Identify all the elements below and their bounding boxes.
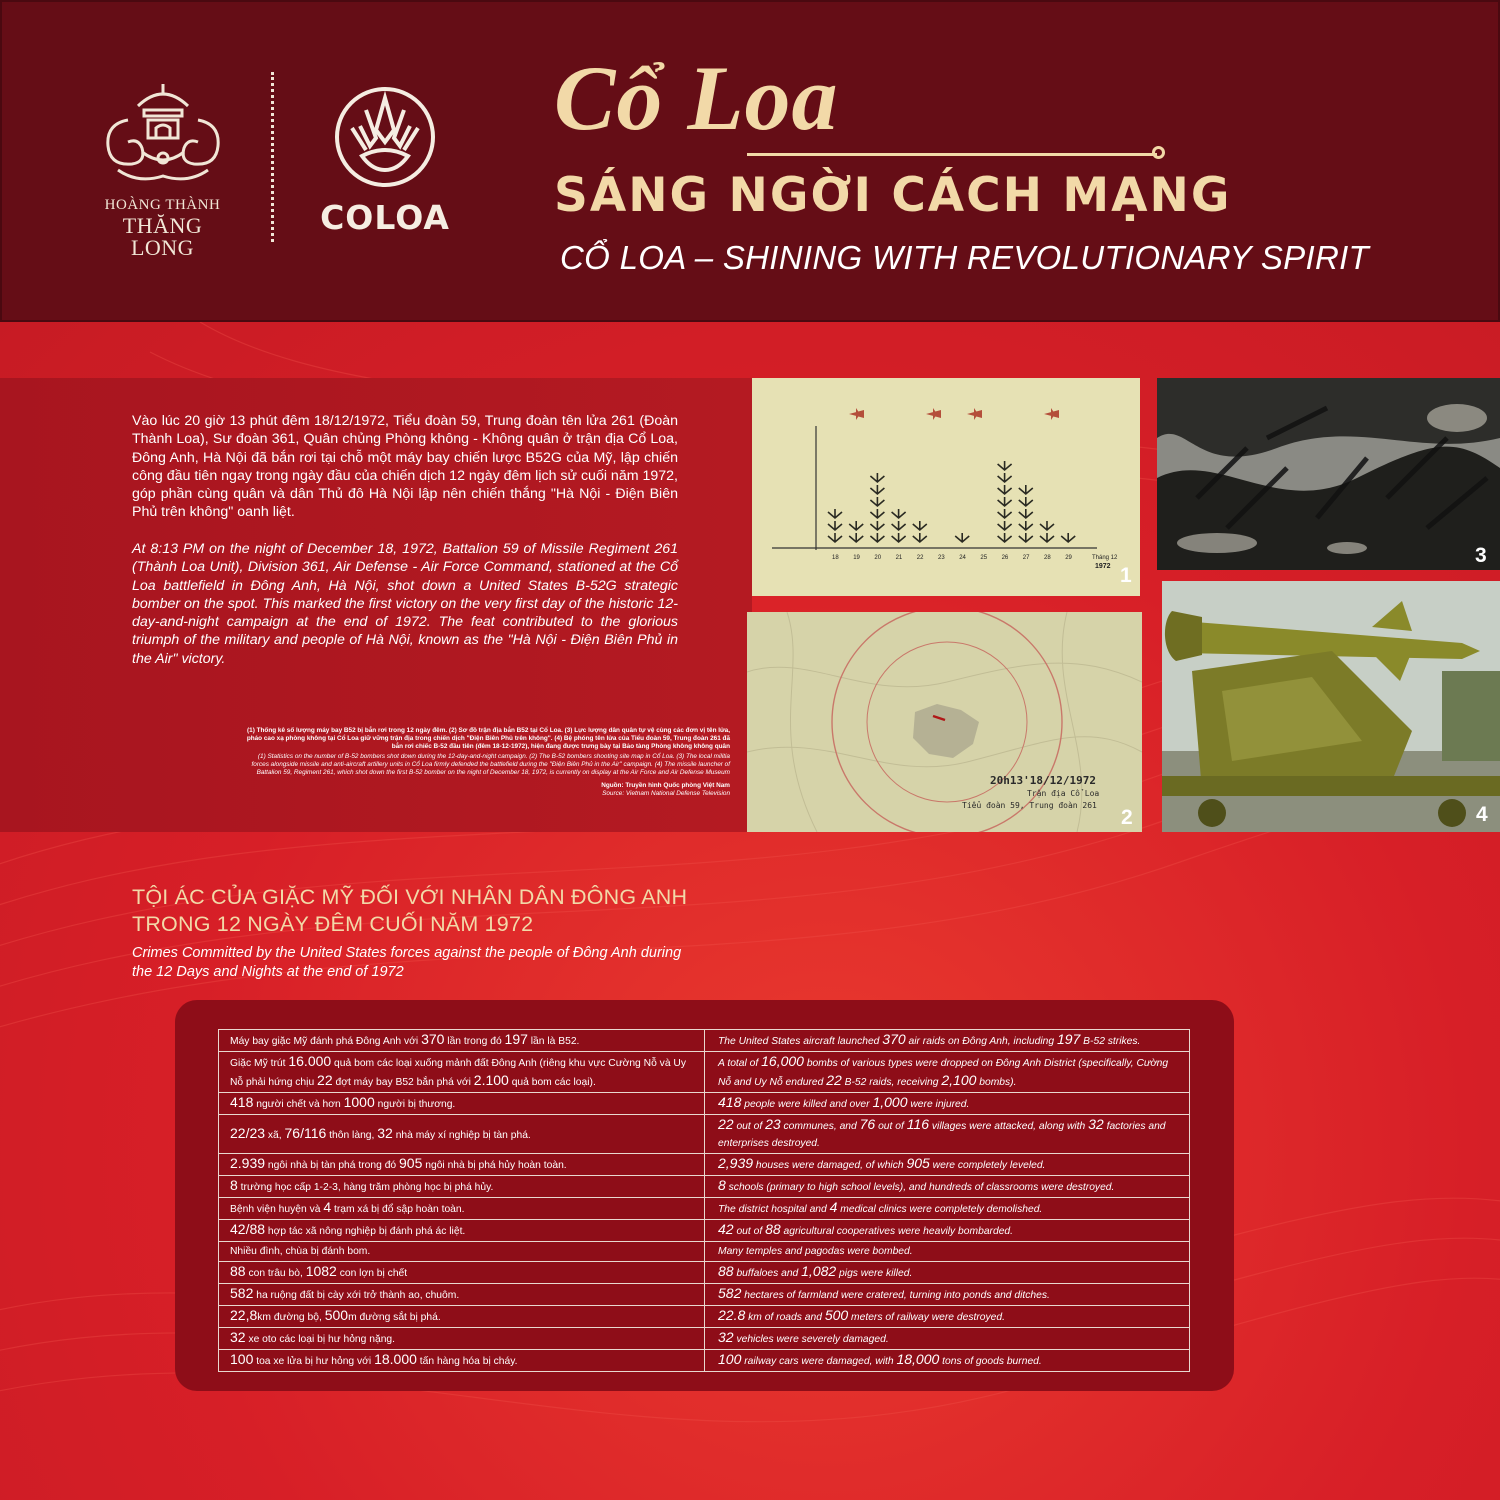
stat-number: 500: [824, 1307, 849, 1323]
table-cell-en: [705, 1154, 1190, 1176]
stat-number: 22/23: [230, 1124, 266, 1141]
stat-number: 582: [230, 1285, 254, 1301]
stat-text: người chết và hơn: [253, 1099, 344, 1110]
stat-number: 1,082: [801, 1263, 837, 1279]
table-row: [219, 1306, 1190, 1328]
stat-text: người bị thương.: [374, 1099, 456, 1110]
table-cell-en: [705, 1052, 1190, 1093]
b52-down-mark: [998, 521, 1012, 530]
table-cell-en: [705, 1115, 1190, 1154]
stat-text: The United States aircraft launched: [718, 1036, 883, 1047]
stat-number: 88: [718, 1263, 734, 1279]
table-row: [219, 1154, 1190, 1176]
b52-down-mark: [1019, 509, 1033, 518]
crimes-section-subtitle: Crimes Committed by the United States forces against the people of Đông Anh during the 12 Days and Nights at the end of 1972: [132, 945, 682, 980]
stat-text: B-52 strikes.: [1080, 1036, 1141, 1047]
photo-notes: [240, 727, 730, 799]
stat-text: quả bom các loại).: [508, 1077, 596, 1088]
stat-text: bombs).: [976, 1077, 1017, 1088]
b52-down-mark: [828, 521, 842, 530]
table-row: [219, 1262, 1190, 1284]
stat-text: trạm xá bị đổ sập hoàn toàn.: [331, 1204, 465, 1215]
table-cell-en: [705, 1284, 1190, 1306]
stat-number: 32: [377, 1124, 393, 1141]
tally-day-label: 29: [1065, 555, 1072, 561]
stat-text: B-52 raids, receiving: [841, 1077, 942, 1088]
stat-text: tấn hàng hóa bị cháy.: [416, 1356, 518, 1367]
stat-number: 197: [1056, 1031, 1081, 1047]
photo-militia-forces: [1157, 378, 1500, 570]
stat-number: 116: [906, 1116, 930, 1132]
stat-text: out of: [875, 1121, 907, 1132]
stat-text: trường học cấp 1-2-3, hàng trăm phòng học bị phá hủy.: [237, 1182, 494, 1193]
stat-number: 1082: [305, 1263, 337, 1279]
stat-number: 370: [882, 1031, 906, 1047]
table-cell-en: [705, 1262, 1190, 1284]
stat-number: 100: [718, 1351, 742, 1367]
photo-notes-en: (1) Statistics on the number of B-52 bombers shot down during the 12-day-and-night campaign. (2) The B-52 bombers shooting site map in Cổ Loa. (3) The local militia forces alongside missile and anti-aircraft artillery units in Cổ Loa firmly defended the battlefield during the "Điện Biên Phủ in the Air" campaign. (4) The missile launcher of Battalion 59, Regiment 261, which shot down the first B-52 bomber on the night of December 18, 1972, is currently on display at the Air Force and Air Defense Museum: [251, 752, 730, 777]
co-loa-area: [913, 704, 979, 758]
stat-number: 582: [718, 1285, 742, 1301]
photo-missile-launcher: [1162, 581, 1500, 832]
photo-number-3: 3: [1475, 544, 1487, 567]
tally-day-label: 22: [916, 555, 924, 561]
stat-number: 16,000: [761, 1053, 804, 1069]
table-cell-en: [705, 1350, 1190, 1372]
table-cell-vi: [219, 1284, 705, 1306]
table-row: [219, 1115, 1190, 1154]
table-row: [219, 1220, 1190, 1242]
table-row: [219, 1052, 1190, 1093]
stat-text: ngôi nhà bị tàn phá trong đó: [265, 1160, 400, 1171]
b52-down-mark: [955, 533, 969, 542]
stat-number: 100: [230, 1351, 254, 1367]
stat-number: 2.939: [230, 1155, 266, 1171]
tally-day-label: 24: [959, 555, 966, 561]
stat-text: schools (primary to high school levels), and hundreds of classrooms were destroyed.: [725, 1182, 1115, 1193]
stat-number: 2,939: [718, 1155, 754, 1171]
table-cell-vi: [219, 1350, 705, 1372]
stat-number: 88: [765, 1221, 781, 1237]
stat-text: lần là B52.: [527, 1036, 580, 1047]
b52-tally-graphic: [752, 378, 1140, 596]
b52-down-mark: [998, 461, 1012, 470]
stat-number: 500: [324, 1307, 349, 1323]
stat-number: 4: [323, 1199, 332, 1215]
stat-number: 18.000: [374, 1351, 417, 1367]
b52-down-mark: [849, 521, 863, 530]
map-caption-site: Trận địa Cổ Loa: [1027, 789, 1100, 798]
logo1-line1: HOÀNG THÀNH: [104, 197, 221, 213]
table-cell-vi: [219, 1154, 705, 1176]
stat-text: people were killed and over: [741, 1099, 873, 1110]
table-cell-vi: [219, 1306, 705, 1328]
stat-number: 42/88: [230, 1221, 266, 1237]
tally-day-label: 21: [895, 555, 903, 561]
b52-down-mark: [870, 509, 884, 518]
stat-text: con lợn bị chết: [336, 1268, 408, 1279]
table-cell-vi: [219, 1262, 705, 1284]
stat-text: houses were damaged, of which: [753, 1160, 907, 1171]
coloa-wordmark: COLOA: [320, 198, 450, 237]
table-row: [219, 1030, 1190, 1052]
tally-day-label: 25: [980, 555, 988, 561]
b52-down-mark: [828, 533, 842, 542]
dragon-gate-emblem-icon: [98, 80, 228, 190]
b52-down-mark: [998, 509, 1012, 518]
b52-down-mark: [892, 521, 906, 530]
b52-down-mark: [849, 533, 863, 542]
source-en: Source: Vietnam National Defense Television: [602, 790, 730, 798]
table-cell-vi: [219, 1198, 705, 1220]
stat-text: communes, and: [780, 1121, 860, 1132]
table-cell-vi: [219, 1030, 705, 1052]
source-vi: Nguồn: Truyền hình Quốc phòng Việt Nam: [601, 782, 730, 790]
stat-number: 370: [421, 1031, 445, 1047]
tally-day-label: 26: [1001, 555, 1009, 561]
stat-number: 22: [718, 1116, 734, 1132]
stat-text: were completely leveled.: [929, 1160, 1046, 1171]
table-cell-en: [705, 1242, 1190, 1262]
stat-number: 22: [826, 1072, 842, 1088]
stat-text: Giặc Mỹ trút: [230, 1058, 289, 1069]
stat-text: toa xe lửa bị hư hỏng với: [253, 1356, 375, 1367]
b52-down-mark: [998, 533, 1012, 542]
table-cell-en: [705, 1328, 1190, 1350]
stat-text: hợp tác xã nông nghiệp bị đánh phá ác liệt.: [265, 1226, 466, 1237]
coloa-emblem-icon: [332, 84, 438, 190]
stat-text: m đường sắt bị phá.: [348, 1312, 441, 1323]
stat-number: 905: [906, 1155, 930, 1171]
battlefield-map-graphic: [747, 612, 1142, 832]
tally-caption-year: 1972: [1095, 563, 1111, 570]
stat-number: 22,8: [230, 1307, 258, 1323]
stat-text: Many temples and pagodas were bombed.: [718, 1246, 913, 1257]
missile-launcher-graphic: [1162, 581, 1500, 832]
stat-text: tons of goods burned.: [939, 1356, 1042, 1367]
table-cell-vi: [219, 1328, 705, 1350]
stat-number: 32: [718, 1329, 734, 1345]
stat-number: 76/116: [284, 1124, 327, 1141]
photo-battlefield-map: [747, 612, 1142, 832]
stat-number: 22.8: [718, 1307, 746, 1323]
b52-down-mark: [892, 533, 906, 542]
stat-number: 418: [230, 1094, 254, 1110]
table-cell-en: [705, 1198, 1190, 1220]
stat-number: 76: [859, 1116, 876, 1132]
b52-down-mark: [1019, 485, 1033, 494]
stat-text: Máy bay giặc Mỹ đánh phá Đông Anh với: [230, 1036, 422, 1047]
stat-text: km of roads and: [745, 1312, 825, 1323]
table-cell-vi: [219, 1220, 705, 1242]
table-cell-en: [705, 1093, 1190, 1115]
stat-text: A total of: [718, 1058, 762, 1069]
b52-down-mark: [870, 473, 884, 482]
table-row: [219, 1176, 1190, 1198]
crimes-table-body: [219, 1030, 1190, 1372]
photo-number-1: 1: [1120, 564, 1132, 587]
table-cell-vi: [219, 1242, 705, 1262]
logo1-line2: THĂNG LONG: [122, 213, 203, 260]
table-row: [219, 1328, 1190, 1350]
stat-number: 197: [504, 1031, 528, 1047]
stat-number: 905: [399, 1155, 423, 1171]
photo-b52-tally-chart: [752, 378, 1140, 596]
table-row: [219, 1350, 1190, 1372]
b52-down-mark: [913, 533, 927, 542]
stat-text: factories and enterprises destroyed.: [718, 1121, 1166, 1149]
plane-markers: [849, 408, 1059, 420]
crimes-table: [218, 1029, 1190, 1372]
tally-day-label: 20: [874, 555, 882, 561]
photo-number-4: 4: [1476, 803, 1488, 826]
stat-text: quả bom các loại xuống mảnh đất Đông Anh (riêng khu vực Cường Nỗ và Uy Nỗ phải hứng chịu: [230, 1058, 686, 1088]
table-cell-en: [705, 1176, 1190, 1198]
map-caption-unit: Tiểu đoàn 59, Trung đoàn 261: [962, 801, 1097, 810]
b52-down-mark: [998, 497, 1012, 506]
stat-number: 22: [317, 1072, 333, 1088]
stat-text: air raids on Đông Anh, including: [905, 1036, 1057, 1047]
b52-down-mark: [1019, 533, 1033, 542]
stat-number: 2,100: [941, 1072, 977, 1088]
title-underline-dot: [1152, 146, 1165, 159]
stat-number: 8: [718, 1177, 726, 1193]
stat-text: medical clinics were completely demolished.: [837, 1204, 1043, 1215]
b52-down-mark: [998, 473, 1012, 482]
page-title: SÁNG NGỜI CÁCH MẠNG: [554, 168, 1232, 223]
stat-text: Bệnh viện huyện và: [230, 1204, 324, 1215]
table-row: [219, 1198, 1190, 1220]
stat-number: 32: [230, 1329, 246, 1345]
stat-text: ha ruộng đất bị cày xới trở thành ao, chuôm.: [253, 1290, 460, 1301]
stat-text: agricultural cooperatives were heavily bombarded.: [780, 1226, 1014, 1237]
stat-number: 418: [718, 1094, 742, 1110]
stat-text: bombs of various types were dropped on Đông Anh District (specifically, Cường Nỗ and Uy Nỗ endured: [718, 1058, 1169, 1088]
intro-paragraph-vi: Vào lúc 20 giờ 13 phút đêm 18/12/1972, Tiểu đoàn 59, Trung đoàn tên lửa 261 (Đoàn Thành Loa), Sư đoàn 361, Quân chủng Phòng không - Không quân ở trận địa Cổ Loa, Đông Anh, Hà Nội đã bắn rơi tại chỗ một máy bay chiến lược B52G của Mỹ, lập chiến công đầu tiên ngay trong ngày đầu của chiến dịch 12 ngày đêm lịch sử cuối năm 1972, góp phần cùng quân và dân Thủ đô Hà Nội lập nên chiến thắng "Hà Nội - Điện Biên Phủ trên không" oanh liệt.: [132, 413, 678, 521]
logo1-wordmark: [90, 198, 235, 259]
stat-number: 1000: [343, 1094, 375, 1110]
stat-text: vehicles were severely damaged.: [733, 1334, 889, 1345]
b52-down-mark: [1061, 533, 1075, 542]
b52-down-mark: [1019, 497, 1033, 506]
stat-text: thôn làng,: [326, 1129, 378, 1141]
stat-number: 18,000: [896, 1351, 940, 1367]
stat-text: Nhiều đình, chùa bị đánh bom.: [230, 1246, 371, 1257]
tally-day-label: 18: [832, 555, 839, 561]
stat-text: pigs were killed.: [836, 1268, 913, 1279]
map-caption-date: 20h13'18/12/1972: [990, 774, 1096, 787]
table-cell-en: [705, 1030, 1190, 1052]
stat-text: nhà máy xí nghiệp bị tàn phá.: [392, 1129, 531, 1141]
stat-text: hectares of farmland were cratered, turning into ponds and ditches.: [741, 1290, 1050, 1301]
tally-day-label: 28: [1044, 555, 1051, 561]
stat-text: đợt máy bay B52 bắn phá với: [332, 1077, 474, 1088]
stat-text: out of: [733, 1226, 766, 1237]
stat-text: xe oto các loại bị hư hỏng nặng.: [245, 1334, 396, 1345]
table-cell-vi: [219, 1115, 705, 1154]
hoang-thanh-thang-long-logo: [90, 80, 235, 260]
stat-text: lần trong đó: [444, 1036, 505, 1047]
table-row: [219, 1242, 1190, 1262]
b52-down-mark: [998, 485, 1012, 494]
title-script: Cổ Loa: [554, 47, 839, 149]
page-title-english: CỔ LOA – SHINING WITH REVOLUTIONARY SPIRIT: [560, 239, 1369, 276]
stat-number: 4: [829, 1199, 838, 1215]
tally-day-labels: [832, 555, 1073, 561]
stat-number: 2.100: [473, 1072, 509, 1088]
table-cell-vi: [219, 1176, 705, 1198]
table-cell-en: [705, 1220, 1190, 1242]
stat-text: ngôi nhà bị phá hủy hoàn toàn.: [422, 1160, 567, 1171]
stat-text: were injured.: [907, 1099, 970, 1110]
stat-text: km đường bộ,: [257, 1312, 325, 1323]
stat-text: meters of railway were destroyed.: [848, 1312, 1005, 1323]
stat-number: 8: [230, 1177, 238, 1193]
crimes-section-title: TỘI ÁC CỦA GIẶC MỸ ĐỐI VỚI NHÂN DÂN ĐÔNG ANH TRONG 12 NGÀY ĐÊM CUỐI NĂM 1972: [132, 885, 688, 936]
stat-text: xã,: [265, 1129, 285, 1141]
b52-down-mark: [870, 485, 884, 494]
logo-divider: [271, 72, 274, 242]
stat-number: 88: [230, 1263, 246, 1279]
b52-down-mark: [870, 497, 884, 506]
coloa-logo: [302, 84, 468, 237]
b52-down-mark: [892, 509, 906, 518]
intro-paragraph-en: At 8:13 PM on the night of December 18, 1972, Battalion 59 of Missile Regiment 261 (Thành Loa Unit), Division 361, Air Defense - Air Force Command, stationed at the Cổ Loa battlefield in Đông Anh, Hà Nội, shot down a United States B-52G strategic bomber on the spot. This marked the first victory on the very first day of the historic 12-day-and-night campaign at the end of 1972. The feat contributed to the glorious triumph of the military and people of Hà Nội, known as the "Hà Nội - Điện Biên Phủ in the Air" victory.: [132, 541, 678, 667]
b52-down-mark: [870, 533, 884, 542]
b52-down-mark: [1040, 521, 1054, 530]
stat-text: buffaloes and: [733, 1268, 802, 1279]
photo-number-2: 2: [1121, 806, 1133, 829]
title-underline: [747, 153, 1157, 156]
table-row: [219, 1284, 1190, 1306]
stat-text: villages were attacked, along with: [929, 1121, 1089, 1132]
stat-text: The district hospital and: [718, 1204, 830, 1215]
stat-number: 23: [765, 1116, 781, 1132]
b52-down-mark: [828, 509, 842, 518]
table-cell-vi: [219, 1052, 705, 1093]
b52-down-mark: [1040, 533, 1054, 542]
stat-text: out of: [733, 1121, 766, 1132]
table-cell-en: [705, 1306, 1190, 1328]
stat-number: 1,000: [872, 1094, 908, 1110]
b52-down-mark: [913, 521, 927, 530]
tally-day-label: 19: [853, 555, 860, 561]
header-banner: [0, 0, 1500, 322]
tally-day-label: 23: [938, 555, 945, 561]
stat-number: 42: [718, 1221, 734, 1237]
b52-down-mark: [1019, 521, 1033, 530]
b52-down-mark: [870, 521, 884, 530]
stat-text: railway cars were damaged, with: [741, 1356, 897, 1367]
stat-text: con trâu bò,: [245, 1268, 306, 1279]
table-cell-vi: [219, 1093, 705, 1115]
tally-caption-month: Tháng 12: [1092, 555, 1118, 561]
photo-notes-vi: (1) Thống kê số lượng máy bay B52 bị bắn rơi trong 12 ngày đêm. (2) Sơ đồ trận địa bắn B52 tại Cổ Loa. (3) Lực lượng dân quân tự vệ cùng các đơn vị tên lửa, pháo cao xạ phòng không tại Cổ Loa giữ vững trận địa trong chiến dịch "Điện Biên Phủ trên không". (4) Bệ phóng tên lửa của Tiểu đoàn 59, Trung đoàn 261 đã bắn rơi chiếc B-52 đầu tiên (đêm 18-12-1972), hiện đang được trưng bày tại Bảo tàng Phòng không không quân: [246, 727, 730, 751]
tally-day-label: 27: [1022, 555, 1030, 561]
militia-photo-graphic: [1157, 378, 1500, 570]
table-row: [219, 1093, 1190, 1115]
stat-number: 16.000: [288, 1053, 332, 1069]
tally-marks: [828, 461, 1075, 542]
stat-number: 32: [1088, 1116, 1104, 1132]
